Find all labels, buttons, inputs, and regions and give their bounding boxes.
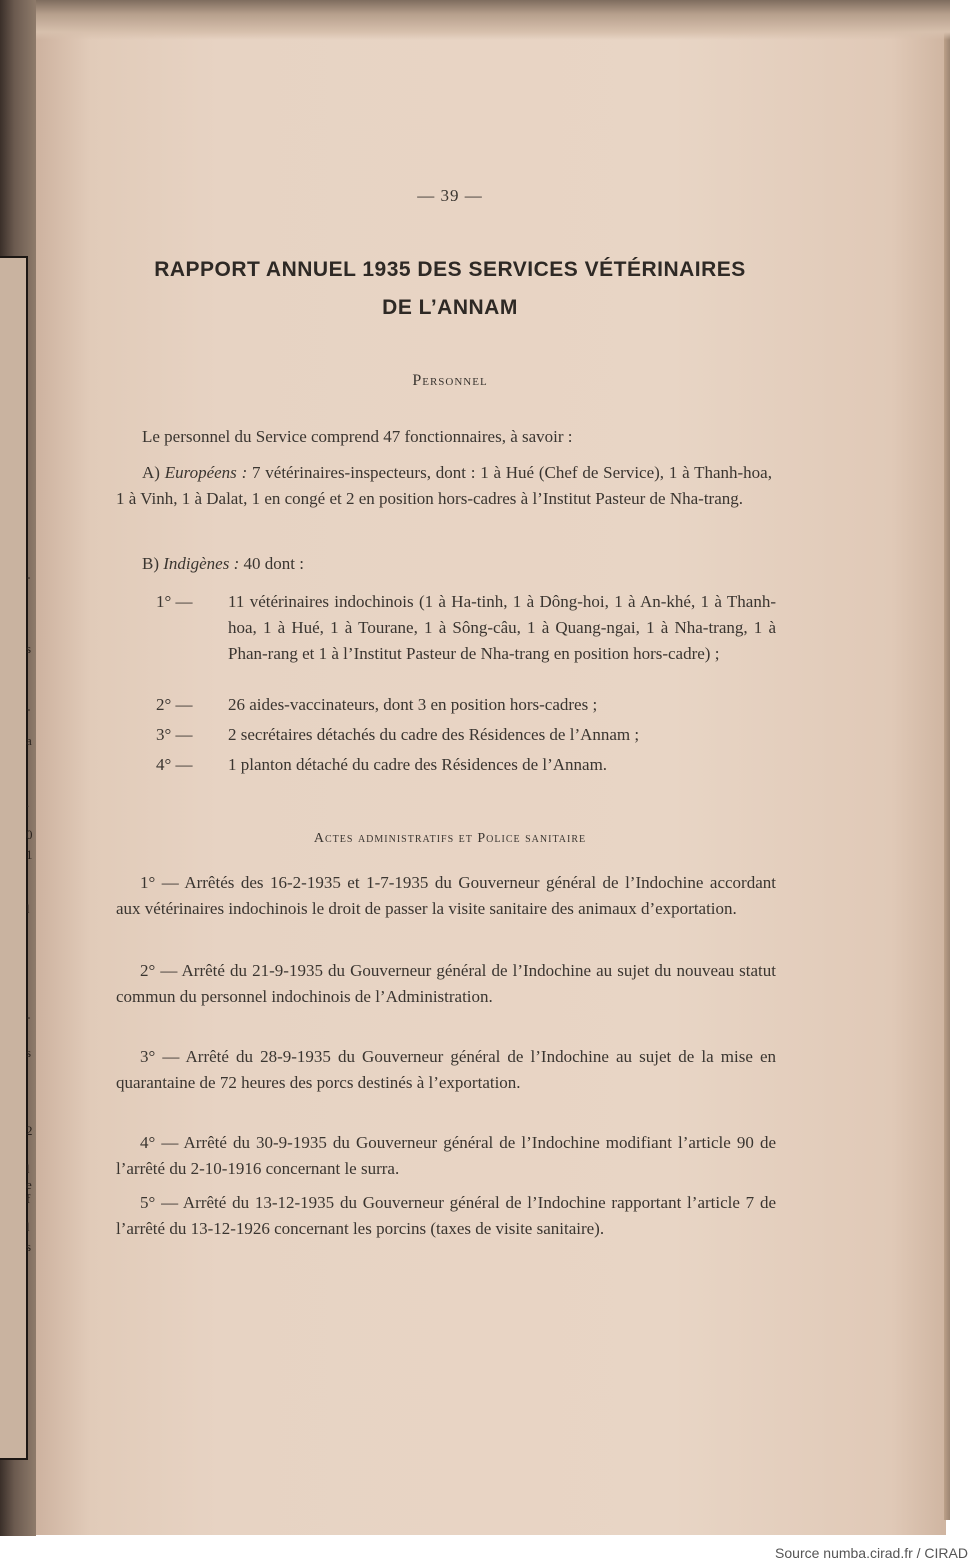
facing-letter: l (26, 1161, 30, 1176)
facing-letter: - (26, 1009, 31, 1024)
facing-letter: - (26, 569, 31, 584)
list-item-text: 2 secrétaires détachés du cadre des Résidences de l’Annam ; (228, 725, 640, 744)
list-number: 3° — (156, 725, 193, 744)
paragraph-text: 40 dont : (239, 554, 304, 573)
list-item-text: 11 vétérinaires indochinois (1 à Ha-tinh, 1 à Dông-hoi, 1 à An-khé, 1 à Thanh-hoa, 1 à Hué, 1 à Tourane, 1 à Sông-câu, 1 à Quang-ngai, 1 à Nha-trang, 1 à Phan-rang et 1 à l’Institut Pasteur de Nha-trang en position hors-cadre) ; (228, 592, 776, 663)
facing-letter: l (26, 901, 30, 916)
facing-letter: s (26, 1239, 32, 1254)
personnel-europeens (116, 460, 772, 512)
source-credit: Source numba.cirad.fr / CIRAD (775, 1545, 968, 1561)
section-heading-personnel: Personnel (412, 372, 488, 389)
facing-letter: s (26, 1045, 32, 1060)
facing-letter: 1 (26, 847, 33, 862)
facing-letter: s (26, 641, 32, 656)
facing-letter: - (26, 701, 31, 716)
page-number: — 39 — (417, 186, 483, 205)
personnel-indigenes (142, 551, 782, 577)
acte-item: 2° — Arrêté du 21-9-1935 du Gouverneur général de l’Indochine au sujet du nouveau statut commun du personnel indochinois de l’Administration. (116, 961, 776, 1006)
category-label: Européens : (164, 463, 248, 482)
page-top-shadow (36, 0, 950, 40)
acte-item: 4° — Arrêté du 30-9-1935 du Gouverneur général de l’Indochine modifiant l’article 90 de l’arrêté du 2-10-1916 concernant le surra. (116, 1133, 776, 1178)
facing-letter: l (26, 1219, 30, 1234)
personnel-intro: Le personnel du Service comprend 47 fonctionnaires, à savoir : (142, 427, 573, 446)
facing-letter: 0 (26, 827, 33, 842)
acte-item: 1° — Arrêtés des 16-2-1935 et 1-7-1935 du Gouverneur général de l’Indochine accordant aux vétérinaires indochinois le droit de passer la visite sanitaire des animaux d’exportation. (116, 873, 776, 918)
acte-item: 5° — Arrêté du 13-12-1935 du Gouverneur général de l’Indochine rapportant l’article 7 de l’arrêté du 13-12-1926 concernant les porcins (taxes de visite sanitaire). (116, 1193, 776, 1238)
list-item-text: 26 aides-vaccinateurs, dont 3 en position hors-cadres ; (228, 695, 598, 714)
paragraph-text: 7 vétérinaires-inspecteurs, dont : 1 à Hué (Chef de Service), 1 à Thanh-hoa, 1 à Vinh, 1 à Dalat, 1 en congé et 2 en position hors-cadres à l’Institut Pasteur de Nha-trang. (116, 463, 772, 508)
spine-frame (0, 256, 31, 1460)
item-label: B) (142, 554, 164, 573)
report-title-line1: RAPPORT ANNUEL 1935 DES SERVICES VÉTÉRINAIRES (154, 258, 746, 281)
page-edge (944, 30, 950, 1520)
facing-letter: a (26, 733, 32, 748)
list-item-text: 1 planton détaché du cadre des Résidences de l’Annam. (228, 755, 608, 774)
acte-item: 3° — Arrêté du 28-9-1935 du Gouverneur général de l’Indochine au sujet de la mise en quarantaine de 72 heures des porcs destinés à l’exportation. (116, 1047, 776, 1092)
facing-letter: e (26, 1177, 32, 1192)
list-number: 4° — (156, 755, 193, 774)
item-label: A) (142, 463, 165, 482)
category-label: Indigènes : (163, 554, 240, 573)
facing-letter: f (26, 1191, 31, 1206)
facing-letter: . (26, 795, 30, 810)
list-number: 1° — (156, 592, 193, 611)
list-number: 2° — (156, 695, 193, 714)
facing-letter: 2 (26, 1123, 33, 1138)
report-title-line2: DE L’ANNAM (382, 296, 518, 319)
section-heading-actes: Actes administratifs et Police sanitaire (313, 831, 587, 846)
